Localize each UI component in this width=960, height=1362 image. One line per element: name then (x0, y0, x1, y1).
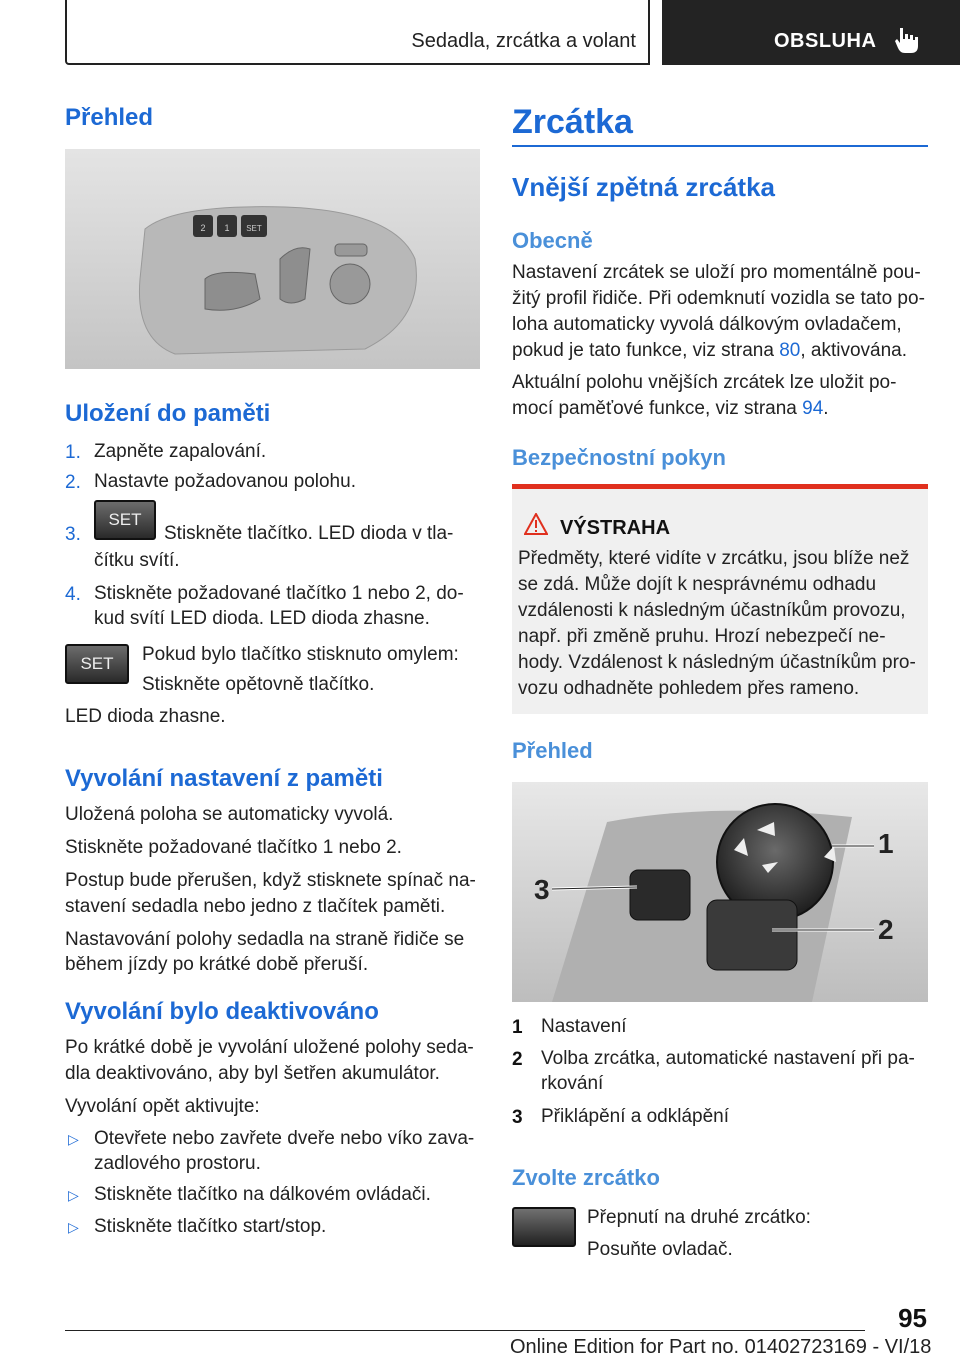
legend-number: 2 (512, 1049, 523, 1070)
paragraph: pokud je tato funkce, viz strana 80, aktivována. (512, 340, 908, 361)
bullet-triangle-icon: ▷ (68, 1219, 79, 1235)
step-text: Stiskněte tlačítko. LED dioda v tla- (164, 523, 454, 544)
paragraph: Uložená poloha se automaticky vyvolá. (65, 804, 394, 825)
paragraph: Nastavení zrcátek se uloží pro momentálně pou- (512, 262, 921, 283)
step-text-cont: čítku svítí. (94, 550, 180, 571)
legend-number: 1 (512, 1017, 523, 1038)
warning-text: se zdá. Může dojít k nesprávnému odhadu (518, 574, 877, 595)
mirror-control-illustration (512, 782, 928, 1002)
warning-text: hody. Vzdálenost k následným účastníkům pro- (518, 652, 916, 673)
legend-text-cont: rkování (541, 1073, 604, 1094)
chapter-tab (65, 0, 650, 65)
section-tab (662, 0, 960, 65)
step-text: Zapněte zapalování. (94, 441, 267, 462)
set-button-icon: SET (65, 644, 129, 684)
callout-label: 1 (878, 828, 894, 859)
set-button-icon: SET (94, 500, 156, 540)
subheading-zvolte: Zvolte zrcátko (512, 1165, 660, 1190)
warning-title: VÝSTRAHA (560, 517, 671, 539)
step-number: 2. (65, 472, 81, 493)
section-heading-prehled: Přehled (65, 104, 154, 131)
section-heading-ulozeni: Uložení do paměti (65, 400, 271, 427)
svg-text:1: 1 (224, 223, 230, 233)
paragraph: Vyvolání opět aktivujte: (65, 1096, 260, 1117)
bullet-text: Otevřete nebo zavřete dveře nebo víko zava- (94, 1128, 475, 1149)
page-header (65, 0, 960, 65)
paragraph: Nastavování polohy sedadla na straně řidiče se (65, 929, 465, 950)
warning-text: vozu odhadněte pohledem přes rameno. (518, 678, 860, 699)
edition-footer: Online Edition for Part no. 01402723169 - VI/18 (510, 1336, 932, 1358)
seat-memory-buttons-image (65, 149, 480, 369)
mirror-select-switch-icon (512, 1207, 576, 1247)
paragraph: stavení sedadla nebo jedno z tlačítek paměti. (65, 896, 446, 917)
warning-text: vzdálenosti k následným účastníkům provozu, (518, 600, 906, 621)
seat-control-illustration (65, 149, 480, 369)
step-number: 4. (65, 584, 81, 605)
subheading-bezpecnostni: Bezpečnostní pokyn (512, 445, 726, 470)
section-heading-vnejsi: Vnější zpětná zrcátka (512, 172, 775, 202)
legend-text: Přiklápění a odklápění (541, 1106, 730, 1127)
paragraph: Aktuální polohu vnějších zrcátek lze uložit po- (512, 372, 897, 393)
step-number: 1. (65, 442, 81, 463)
footer-rule (65, 1330, 865, 1331)
section-title: OBSLUHA (774, 30, 877, 52)
subheading-obecne: Obecně (512, 228, 593, 253)
legend-text: Nastavení (541, 1016, 627, 1037)
svg-text:2: 2 (200, 223, 206, 233)
warning-text: Předměty, které vidíte v zrcátku, jsou blíže než (518, 548, 910, 569)
legend-number: 3 (512, 1107, 523, 1128)
page-link-94[interactable]: 94 (802, 398, 824, 419)
warning-text: např. při změně pruhu. Hrozí nebezpečí ne- (518, 626, 886, 647)
page-link-80[interactable]: 80 (779, 340, 801, 361)
paragraph: Přepnutí na druhé zrcátko: (587, 1207, 811, 1228)
step-text: Stiskněte požadované tlačítko 1 nebo 2, do- (94, 583, 464, 604)
callout-label: 3 (534, 874, 550, 905)
bullet-triangle-icon: ▷ (68, 1131, 79, 1147)
paragraph: loha automaticky vyvolá dálkovým ovladačem, (512, 314, 902, 335)
paragraph: během jízdy po krátké době přeruší. (65, 954, 369, 975)
svg-text:SET: SET (246, 224, 262, 233)
mirror-controls-image (512, 782, 928, 1002)
paragraph: Posuňte ovladač. (587, 1239, 733, 1260)
bullet-triangle-icon: ▷ (68, 1187, 79, 1203)
callout-label: 2 (878, 914, 894, 945)
paragraph: Postup bude přerušen, když stisknete spínač na- (65, 870, 476, 891)
warning-box (512, 484, 928, 714)
heading-rule (512, 145, 928, 147)
section-heading-deaktivovano: Vyvolání bylo deaktivováno (65, 998, 379, 1025)
mistake-note: Pokud bylo tlačítko stisknuto omylem: (142, 644, 459, 665)
chapter-title: Sedadla, zrcátka a volant (411, 30, 636, 52)
paragraph: dla deaktivováno, aby byl šetřen akumulátor. (65, 1063, 440, 1084)
chapter-heading-zrcatka: Zrcátka (512, 103, 633, 141)
paragraph: žitý profil řidiče. Při odemknutí vozidla se tato po- (512, 288, 925, 309)
paragraph: Stiskněte požadované tlačítko 1 nebo 2. (65, 837, 402, 858)
subheading-prehled: Přehled (512, 738, 593, 763)
step-text: Nastavte požadovanou polohu. (94, 471, 356, 492)
paragraph: Po krátké době je vyvolání uložené polohy seda- (65, 1037, 474, 1058)
bullet-text-cont: zadlového prostoru. (94, 1153, 261, 1174)
step-number: 3. (65, 524, 81, 545)
mistake-action: Stiskněte opětovně tlačítko. (142, 674, 375, 695)
led-off-note: LED dioda zhasne. (65, 706, 226, 727)
legend-text: Volba zrcátka, automatické nastavení při pa- (541, 1048, 915, 1069)
warning-triangle-icon (524, 513, 548, 535)
section-heading-vyvolani: Vyvolání nastavení z paměti (65, 765, 383, 792)
paragraph: mocí paměťové funkce, viz strana 94. (512, 398, 829, 419)
bullet-text: Stiskněte tlačítko na dálkovém ovládači. (94, 1184, 431, 1205)
step-text-cont: kud svítí LED dioda. LED dioda zhasne. (94, 608, 430, 629)
hand-pointer-icon (894, 26, 920, 54)
bullet-text: Stiskněte tlačítko start/stop. (94, 1216, 327, 1237)
page-number: 95 (898, 1303, 927, 1333)
